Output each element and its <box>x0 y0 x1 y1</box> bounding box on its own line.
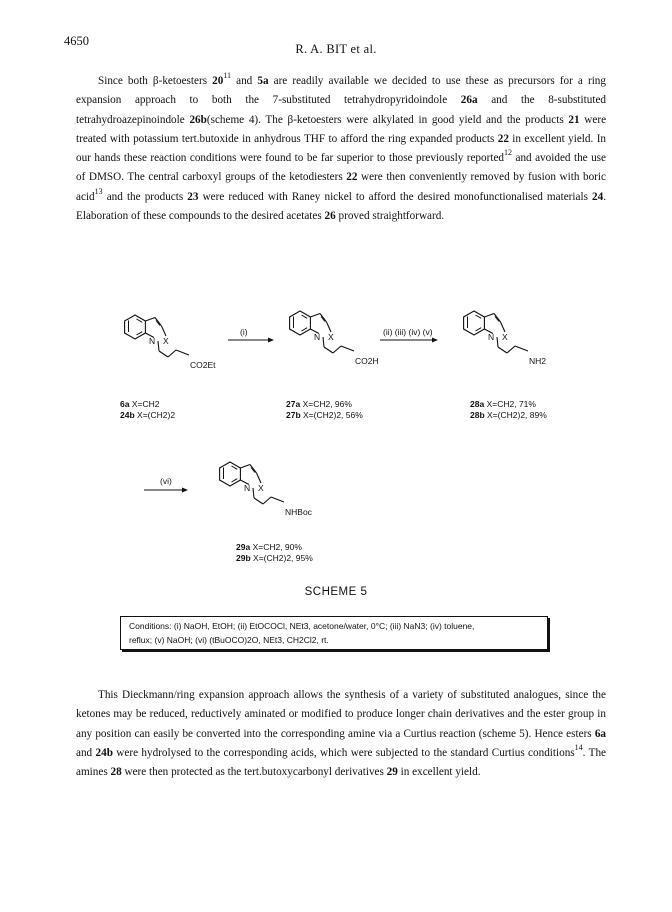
group-co2h: CO2H <box>355 356 379 366</box>
compound-ref: 21 <box>568 113 580 126</box>
text: and <box>76 746 93 759</box>
compound-ref: 28 <box>110 766 122 779</box>
citation: 12 <box>504 148 513 158</box>
compound-label-6a-24b: 6a X=CH2 24b X=(CH2)2 <box>120 399 176 420</box>
text: are readily available we decided to use these as precursors for a ring expansion approach to both the 7-substituted tetrahydropyridoindole <box>76 75 606 107</box>
citation: 13 <box>94 187 103 197</box>
text: (scheme 4). The β-ketoesters were alkylated in good yield and the products <box>206 113 564 126</box>
atom-x: X <box>328 332 334 342</box>
compound-ref: 26a <box>460 94 478 107</box>
text: proved straightforward. <box>338 210 445 223</box>
atom-n: N <box>149 336 156 346</box>
compound-ref: 6a <box>594 727 607 740</box>
compound-ref: 24b <box>95 746 113 759</box>
molecule-29 <box>220 462 284 504</box>
text: and avoided the use of DMSO. The central carboxyl groups of the ketodiesters <box>76 152 606 184</box>
text: were then conveniently removed by fusion with boric acid <box>76 171 606 203</box>
atom-x: X <box>502 332 508 342</box>
text: were treated with potassium tert.butoxide in anhydrous THF to afford the ring expanded products <box>76 113 607 145</box>
text: were then protected as the tert.butoxycarbonyl derivatives <box>124 766 384 779</box>
conditions-line-1: Conditions: (i) NaOH, EtOH; (ii) EtOCOCl, NEt3, acetone/water, 0°C; (iii) NaN3; (iv) toluene, <box>129 621 475 631</box>
reaction-arrow-2 <box>380 338 438 343</box>
reaction-arrow-1 <box>228 338 274 343</box>
text: . The amines <box>76 746 606 779</box>
citation: 14 <box>574 743 583 753</box>
reagent-label-1: (i) <box>240 327 248 337</box>
text: and the 8-substituted tetrahydroazepinoindole <box>76 94 607 126</box>
compound-ref: 29 <box>386 766 398 779</box>
text: in excellent yield. In our hands these reaction conditions were found to be far superior to those previously reported <box>76 132 607 165</box>
page-number: 4650 <box>64 34 89 48</box>
reagent-label-2: (ii) (iii) (iv) (v) <box>383 327 433 337</box>
reaction-arrow-3 <box>144 488 188 493</box>
group-co2et: CO2Et <box>190 360 216 370</box>
text: Since both β-ketoesters <box>98 75 208 87</box>
paragraph-2 <box>76 686 606 782</box>
conditions-line-2: reflux; (v) NaOH; (vi) (tBuOCO)2O, NEt3, CH2Cl2, rt. <box>129 635 329 645</box>
atom-x: X <box>258 483 264 493</box>
citation: 11 <box>223 71 232 81</box>
scheme-title: SCHEME 5 <box>304 586 368 598</box>
atom-n: N <box>488 332 495 342</box>
text: and <box>236 75 253 87</box>
group-nh2: NH2 <box>529 356 547 366</box>
text: were reduced with Raney nickel to afford the desired monofunctionalised materials <box>202 190 588 203</box>
text: This Dieckmann/ring expansion approach allows the synthesis of a variety of substituted analogues, since the ketones may be reduced, reductively aminated or modified to produce longer chain derivatives and the ester group in any position can easily be converted into the corresponding amine via a Curtius reaction (scheme 5). Hence esters <box>76 689 606 740</box>
text: in excellent yield. <box>400 766 481 779</box>
reagent-label-3: (vi) <box>160 476 172 486</box>
compound-ref: 26b <box>189 113 207 126</box>
compound-ref: 5a <box>257 75 269 87</box>
compound-ref: 22 <box>346 171 358 184</box>
compound-label-29: 29a X=CH2, 90% 29b X=(CH2)2, 95% <box>236 542 313 563</box>
molecule-27 <box>290 311 354 353</box>
group-nhboc: NHBoc <box>285 507 312 517</box>
compound-ref: 23 <box>187 190 199 203</box>
compound-ref: 26 <box>324 210 336 223</box>
compound-label-28: 28a X=CH2, 71% 28b X=(CH2)2, 89% <box>470 399 547 420</box>
compound-ref: 22 <box>497 132 509 145</box>
text: . Elaboration of these compounds to the desired acetates <box>76 190 606 223</box>
molecule-6a-24b <box>125 315 189 357</box>
running-title: R. A. BIT et al. <box>295 42 377 56</box>
text: and the products <box>106 190 184 203</box>
compound-ref: 24 <box>592 190 604 203</box>
atom-n: N <box>314 332 321 342</box>
molecule-28 <box>464 311 528 353</box>
compound-ref: 20 <box>212 75 224 87</box>
conditions-box <box>120 616 548 650</box>
atom-x: X <box>163 336 169 346</box>
atom-n: N <box>244 483 251 493</box>
text: were hydrolysed to the corresponding acids, which were subjected to the standard Curtius conditions <box>116 746 575 759</box>
compound-label-27: 27a X=CH2, 96% 27b X=(CH2)2, 56% <box>286 399 363 420</box>
